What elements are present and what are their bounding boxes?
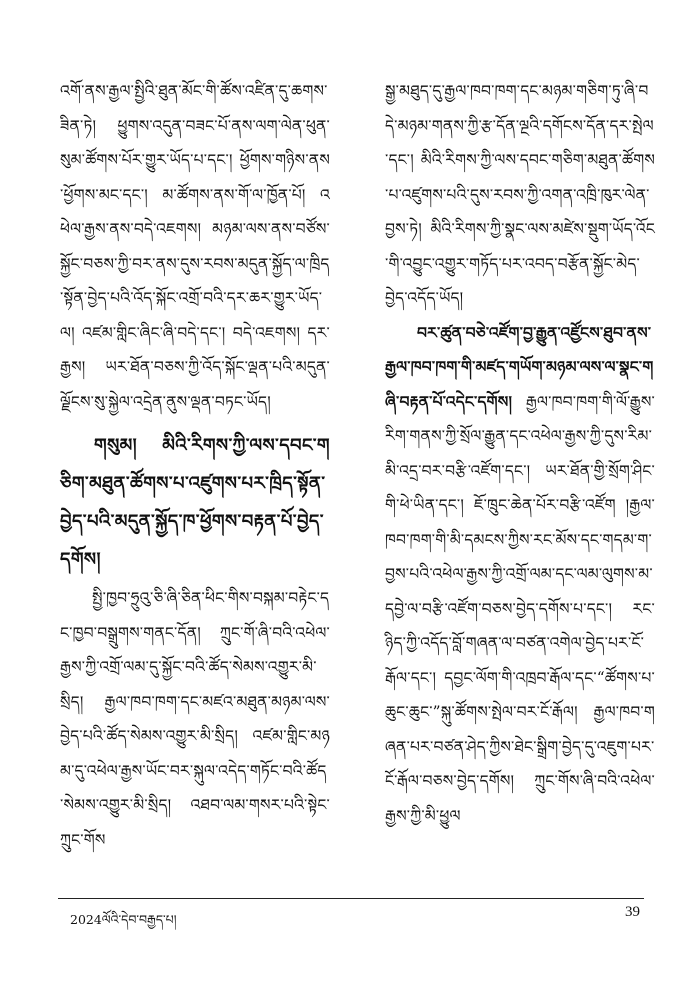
right-paragraph-2 bbox=[385, 316, 655, 834]
right-paragraph-1: སྒྱ་མཐུད་དུ་རྒྱལ་ཁབ་ཁག་དང་མཉམ་གཅིག་ཏུ་ཞི་བདེ་མཉམ་གནས་ཀྱི་རྩ་དོན་ལྔའི་དགོངས་དོན་དར་སྤེལ་དང་། མིའི་རིགས་ཀྱི་ལས་དབང་གཅིག་མཐུན་ཚོགས་པ་འཛུགས་པའི་དུས་རབས་ཀྱི་འགན་འཁྲི་ཁུར་ལེན་བྱས་ཏེ། མིའི་རིགས་ཀྱི་སྣང་ལས་མཛེས་སྡུག་ཡོད་འོང་གི་འབྱུང་འགྱུར་གཏོད་པར་འབད་བརྩོན་སྐྱོང་མེད་བྱེད་འདོད་ཡོད། bbox=[385, 82, 655, 307]
left-paragraph-1: འགོ་ནས་རྒྱལ་སྤྱིའི་ཐུན་མོང་གི་ཚོས་འཛིན་དུ་ཆགས་ཟིན་ཏེ། ཕྱུགས་འདུན་བཟང་པོ་ནས་ལག་ལེན་ཕུན་སུམ་ཚོགས་པོར་གྱུར་ཡོད་པ་དང་། ཕྱོགས་གཉིས་ནས་ཕྱོགས་མང་དང་། མ་ཚོགས་ནས་གོ་ལ་ཁྱོན་པོ། འཕེལ་རྒྱས་ནས་བདེ་འཇགས། མཉམ་ལས་ནས་བཙོས་སྐྱོང་བཅས་ཀྱི་བར་ནས་དུས་རབས་མདུན་སྐྱོད་ལ་ཁྲིད་སྟོན་བྱེད་པའི་འོད་སྐོང་འགྲོ་བའི་དར་ཆར་གྱུར་ཡོད་ལ། འཛམ་གླིང་ཞིང་ཞི་བདེ་དང་། བདེ་འཇགས། དར་རྒྱས། ཡར་ཐོན་བཅས་ཀྱི་འོད་སྐོང་ལྡན་པའི་མདུན་ལྗོངས་སུ་སྐྱེལ་འདྲེན་ནུས་ལྡན་བཏང་ཡོད། bbox=[60, 82, 330, 411]
left-column bbox=[60, 74, 330, 857]
section-heading: གསུམ། མིའི་རིགས་ཀྱི་ལས་དབང་གཅིག་མཐུན་ཚོགས་པ་འཛུགས་པར་ཁྲིད་སྟོན་བྱེད་པའི་མདུན་སྐྱོད་ཁ་ཕྱོགས་བརྟན་པོ་བྱེད་དགོས། bbox=[60, 435, 330, 570]
footer-issue: 2024ལོའི་དེབ་བརྒྱད་པ། bbox=[70, 912, 177, 927]
page-number: 39 bbox=[625, 904, 640, 920]
left-paragraph-2: སྤྱི་ཁྱབ་ཧྲུའུ་ཅི་ཞི་ཅིན་ཕིང་གིས་བསྐམ་བརྟེང་དང་ཁྱབ་བསྒྲུགས་གནང་དོན། ཀྲུང་གོ་ཞི་བའི་འཕེལ་རྒྱས་ཀྱི་འགྲོ་ལམ་དུ་སྐྱོང་བའི་ཚོད་སེམས་འགྱུར་མི་སྲིད། རྒྱལ་ཁབ་ཁག་དང་མཛའ་མཐུན་མཉམ་ལས་བྱེད་པའི་ཚོད་སེམས་འགྱུར་མི་སྲིད། འཛམ་གླིང་མཉམ་དུ་འཕེལ་རྒྱས་ཡོང་བར་སྐུལ་འདེད་གཏོང་བའི་ཚོད་སེམས་འགྱུར་མི་སྲིད། འཐབ་ལམ་གསར་པའི་སྟེང་ཀྲུང་གོས bbox=[60, 589, 330, 849]
footer-rule bbox=[58, 898, 644, 899]
right-column bbox=[385, 74, 655, 833]
right-paragraph-2-bold-lead: བར་ཚུན་བཅེ་འཛོག་བྱ་རྒྱུན་འཛྱོངས་ཐུབ་ནས་རྒྱལ་ཁབ་ཁག་གི་མཛད་གཡོག་མཉམ་ལས་ལ་སྣང་གཞི་བརྟན་པོ་འདེང་དགོས། bbox=[385, 322, 654, 411]
right-paragraph-2-text: རྒྱལ་ཁབ་ཁག་གི་ལོ་རྒྱུས་རིག་གནས་ཀྱི་སྲོལ་རྒྱུན་དང་འཕེལ་རྒྱས་ཀྱི་དུས་རིམ་མི་འདྲ་བར་བརྩི་འཛོག་དང་། ཡར་ཐོན་གྱི་སྲོག་ཤིང་གི་ཕེ་ཡིན་དང་། ཇོ་ཁྲུང་ཆེན་པོར་བརྩི་འཛོག །རྒྱལ་ཁབ་ཁག་གི་མི་དམངས་ཀྱིས་རང་མོས་དང་གདམ་ག་བྱས་པའི་འཕེལ་རྒྱས་ཀྱི་འགྲོ་ལམ་དང་ལམ་ལུགས་མ་དབྱེ་ལ་བརྩི་འཛོག་བཅས་བྱེད་དགོས་པ་དང་། རང་ཉིད་ཀྱི་འདོད་བློ་གཞན་ལ་བཙན་འགེལ་བྱེད་པར་ངོ་རྒོལ་དང་། དབྱང་ལོག་གི་འཁྲབ་རྒོལ་དང་“ཚོགས་པ་ཆུང་ཆུང་”སྐུ་ཚོགས་སྤེལ་བར་ངོ་རྒོལ། རྒྱལ་ཁབ་གཞན་པར་བཙན་ཤེད་ཀྱིས་ཐེང་སྒྲིག་བྱེད་དུ་འཇུག་པར་ངོ་རྒོལ་བཅས་བྱེད་དགོས། ཀྲུང་གོས་ཞི་བའི་འཕེལ་རྒྱས་ཀྱི་མི་ཕྱུལ bbox=[385, 392, 655, 825]
